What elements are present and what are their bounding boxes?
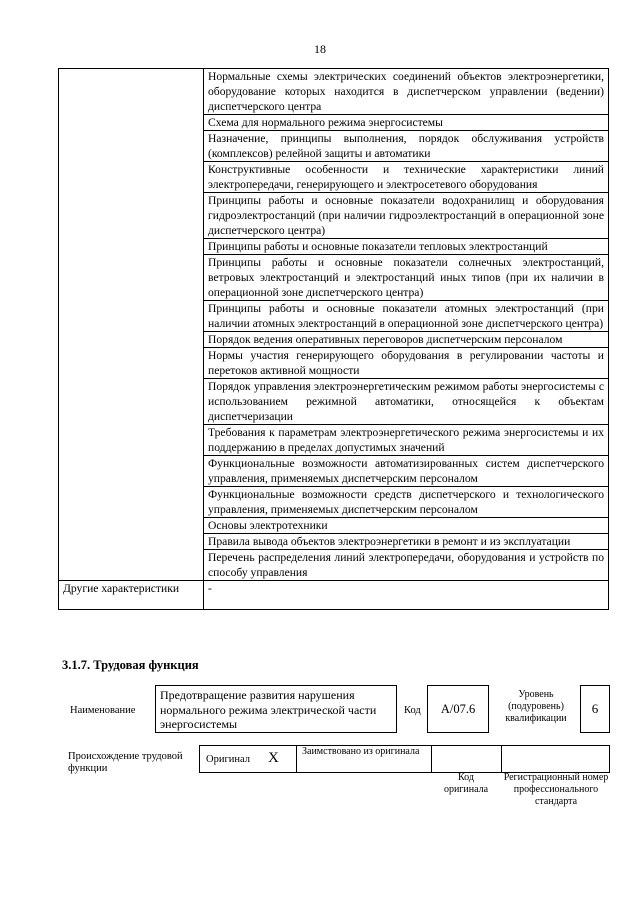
borrowed-label: Заимствовано из оригинала [302,746,420,757]
table-row [59,69,609,115]
reg-number-label: Регистрационный номер профессионального стандарта [503,772,609,807]
knowledge-item: Назначение, принципы выполнения, порядок обслуживания устройств (комплексов) релейной защиты и автоматики [204,131,609,162]
knowledge-item: Функциональные возможности средств диспетчерского и технологического управления, применяемых диспетчерским персоналом [204,487,609,518]
original-label: Оригинал [206,754,250,765]
knowledge-item: Порядок управления электроэнергетическим режимом работы энергосистемы с использованием режимной автоматики, относящейся к объектам диспетчеризации [204,379,609,425]
knowledge-item: Правила вывода объектов электроэнергетики в ремонт и из эксплуатации [204,534,609,550]
knowledge-item: Схема для нормального режима энергосистемы [204,115,609,131]
knowledge-item: Требования к параметрам электроэнергетического режима энергосистемы и их поддержанию в пределах допустимых значений [204,425,609,456]
function-name-field: Предотвращение развития нарушения нормального режима электрической части энергосистемы [155,685,397,733]
knowledge-item: Принципы работы и основные показатели солнечных электростанций, ветровых электростанций и электростанций иных типов (при их наличии в операционной зоне диспетчерского центра) [204,255,609,301]
code-field: А/07.6 [427,685,489,733]
knowledge-item: Функциональные возможности автоматизированных систем диспетчерского управления, применяемых диспетчерским персоналом [204,456,609,487]
knowledge-item: Нормы участия генерирующего оборудования в регулировании частоты и перетоков активной мощности [204,348,609,379]
code-original-label: Код оригинала [443,772,489,795]
page-number: 18 [314,42,326,56]
reg-number-field [501,745,610,773]
knowledge-item: Порядок ведения оперативных переговоров диспетчерским персоналом [204,332,609,348]
knowledge-item: Принципы работы и основные показатели водохранилищ и оборудования гидроэлектростанций (при наличии гидроэлектростанций в операционной зоне диспетчерского центра) [204,193,609,239]
knowledge-item: Принципы работы и основные показатели тепловых электростанций [204,239,609,255]
knowledge-item: Перечень распределения линий электропередачи, оборудования и устройств по способу управления [204,550,609,581]
original-mark: X [268,750,279,766]
origin-label: Происхождение трудовой функции [68,751,183,774]
knowledge-item: Принципы работы и основные показатели атомных электростанций (при наличии атомных электростанций в операционной зоне диспетчерского центра) [204,301,609,332]
table-row-other [59,581,609,610]
section-title: 3.1.7. Трудовая функция [62,658,199,672]
code-label: Код [404,705,421,716]
other-characteristics-label: Другие характеристики [59,581,204,610]
other-characteristics-value: - [204,581,609,610]
level-field: 6 [580,685,610,733]
knowledge-table [58,68,609,610]
knowledge-item: Основы электротехники [204,518,609,534]
left-cell-empty [59,69,204,581]
code-original-field [431,745,502,773]
knowledge-item: Нормальные схемы электрических соединений объектов электроэнергетики, оборудование которых находится в диспетчерском управлении (ведении) диспетчерского центра [204,69,609,115]
name-label: Наименование [70,705,136,716]
knowledge-item: Конструктивные особенности и технические характеристики линий электропередачи, генерирующего и электросетевого оборудования [204,162,609,193]
level-label: Уровень (подуровень) квалификации [505,689,567,724]
